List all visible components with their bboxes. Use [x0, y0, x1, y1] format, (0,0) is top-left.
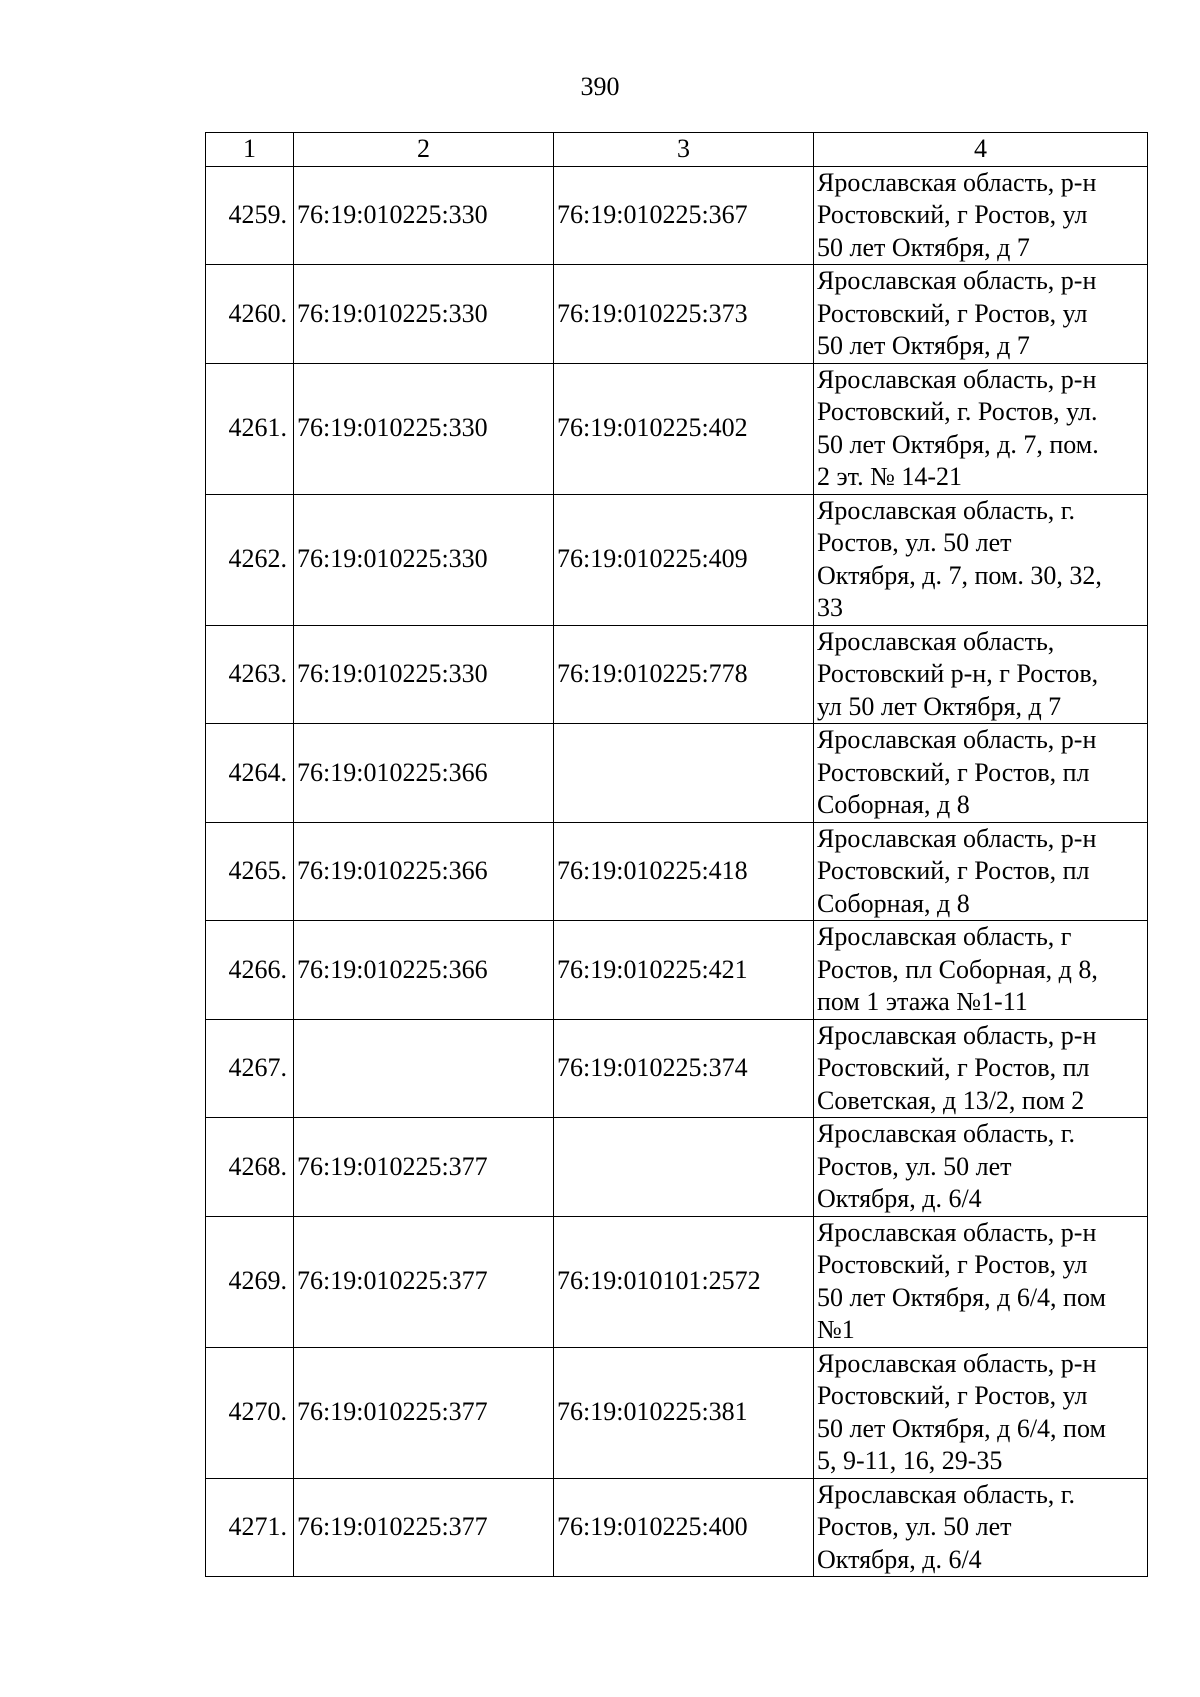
address-cell: Ярославская область, р-н Ростовский, г Ростов, пл Советская, д 13/2, пом 2	[814, 1019, 1148, 1118]
cadastral-number-cell: 76:19:010225:366	[294, 724, 554, 823]
row-number-cell: 4266.	[206, 921, 294, 1020]
row-number-cell: 4270.	[206, 1347, 294, 1478]
cadastral-number-cell: 76:19:010225:377	[294, 1347, 554, 1478]
table-row	[206, 625, 1148, 724]
object-cadastral-number-cell: 76:19:010225:418	[554, 822, 814, 921]
address-cell: Ярославская область, г Ростов, пл Соборная, д 8, пом 1 этажа №1-11	[814, 921, 1148, 1020]
row-number-cell: 4262.	[206, 494, 294, 625]
address-cell: Ярославская область, г. Ростов, ул. 50 лет Октября, д. 7, пом. 30, 32, 33	[814, 494, 1148, 625]
cadastral-number-cell: 76:19:010225:330	[294, 625, 554, 724]
cadastral-number-cell	[294, 1019, 554, 1118]
object-cadastral-number-cell: 76:19:010225:367	[554, 166, 814, 265]
cadastral-number-cell: 76:19:010225:366	[294, 921, 554, 1020]
row-number-cell: 4259.	[206, 166, 294, 265]
column-header-4: 4	[814, 133, 1148, 167]
cadastral-number-cell: 76:19:010225:330	[294, 265, 554, 364]
object-cadastral-number-cell	[554, 1118, 814, 1217]
cadastral-number-cell: 76:19:010225:330	[294, 494, 554, 625]
table-row	[206, 1347, 1148, 1478]
table-row	[206, 166, 1148, 265]
row-number-cell: 4263.	[206, 625, 294, 724]
table-row	[206, 1019, 1148, 1118]
object-cadastral-number-cell: 76:19:010225:400	[554, 1478, 814, 1577]
cadastral-table	[205, 132, 1148, 1577]
column-header-1: 1	[206, 133, 294, 167]
address-cell: Ярославская область, Ростовский р-н, г Ростов, ул 50 лет Октября, д 7	[814, 625, 1148, 724]
cadastral-number-cell: 76:19:010225:377	[294, 1118, 554, 1217]
row-number-cell: 4271.	[206, 1478, 294, 1577]
object-cadastral-number-cell: 76:19:010225:409	[554, 494, 814, 625]
address-cell: Ярославская область, г. Ростов, ул. 50 лет Октября, д. 6/4	[814, 1478, 1148, 1577]
cadastral-number-cell: 76:19:010225:377	[294, 1478, 554, 1577]
table-row	[206, 494, 1148, 625]
table-row	[206, 1216, 1148, 1347]
address-cell: Ярославская область, р-н Ростовский, г Ростов, ул 50 лет Октября, д 7	[814, 166, 1148, 265]
table-row	[206, 822, 1148, 921]
table-body	[206, 166, 1148, 1577]
object-cadastral-number-cell: 76:19:010225:381	[554, 1347, 814, 1478]
row-number-cell: 4260.	[206, 265, 294, 364]
row-number-cell: 4268.	[206, 1118, 294, 1217]
address-cell: Ярославская область, р-н Ростовский, г. Ростов, ул. 50 лет Октября, д. 7, пом. 2 эт. № 14-21	[814, 363, 1148, 494]
table-header-row	[206, 133, 1148, 167]
object-cadastral-number-cell: 76:19:010225:421	[554, 921, 814, 1020]
object-cadastral-number-cell: 76:19:010225:373	[554, 265, 814, 364]
table-row	[206, 265, 1148, 364]
cadastral-number-cell: 76:19:010225:330	[294, 363, 554, 494]
column-header-3: 3	[554, 133, 814, 167]
table-row	[206, 1478, 1148, 1577]
address-cell: Ярославская область, р-н Ростовский, г Ростов, ул 50 лет Октября, д 7	[814, 265, 1148, 364]
row-number-cell: 4261.	[206, 363, 294, 494]
address-cell: Ярославская область, р-н Ростовский, г Ростов, ул 50 лет Октября, д 6/4, пом №1	[814, 1216, 1148, 1347]
address-cell: Ярославская область, р-н Ростовский, г Ростов, пл Соборная, д 8	[814, 822, 1148, 921]
row-number-cell: 4265.	[206, 822, 294, 921]
column-header-2: 2	[294, 133, 554, 167]
cadastral-number-cell: 76:19:010225:366	[294, 822, 554, 921]
table-row	[206, 1118, 1148, 1217]
object-cadastral-number-cell: 76:19:010101:2572	[554, 1216, 814, 1347]
cadastral-number-cell: 76:19:010225:330	[294, 166, 554, 265]
cadastral-number-cell: 76:19:010225:377	[294, 1216, 554, 1347]
table-row	[206, 724, 1148, 823]
table-row	[206, 363, 1148, 494]
row-number-cell: 4264.	[206, 724, 294, 823]
object-cadastral-number-cell: 76:19:010225:778	[554, 625, 814, 724]
object-cadastral-number-cell	[554, 724, 814, 823]
address-cell: Ярославская область, г. Ростов, ул. 50 лет Октября, д. 6/4	[814, 1118, 1148, 1217]
address-cell: Ярославская область, р-н Ростовский, г Ростов, ул 50 лет Октября, д 6/4, пом 5, 9-11, 16, 29-35	[814, 1347, 1148, 1478]
table-row	[206, 921, 1148, 1020]
object-cadastral-number-cell: 76:19:010225:402	[554, 363, 814, 494]
row-number-cell: 4269.	[206, 1216, 294, 1347]
object-cadastral-number-cell: 76:19:010225:374	[554, 1019, 814, 1118]
page-number: 390	[580, 72, 620, 101]
row-number-cell: 4267.	[206, 1019, 294, 1118]
address-cell: Ярославская область, р-н Ростовский, г Ростов, пл Соборная, д 8	[814, 724, 1148, 823]
